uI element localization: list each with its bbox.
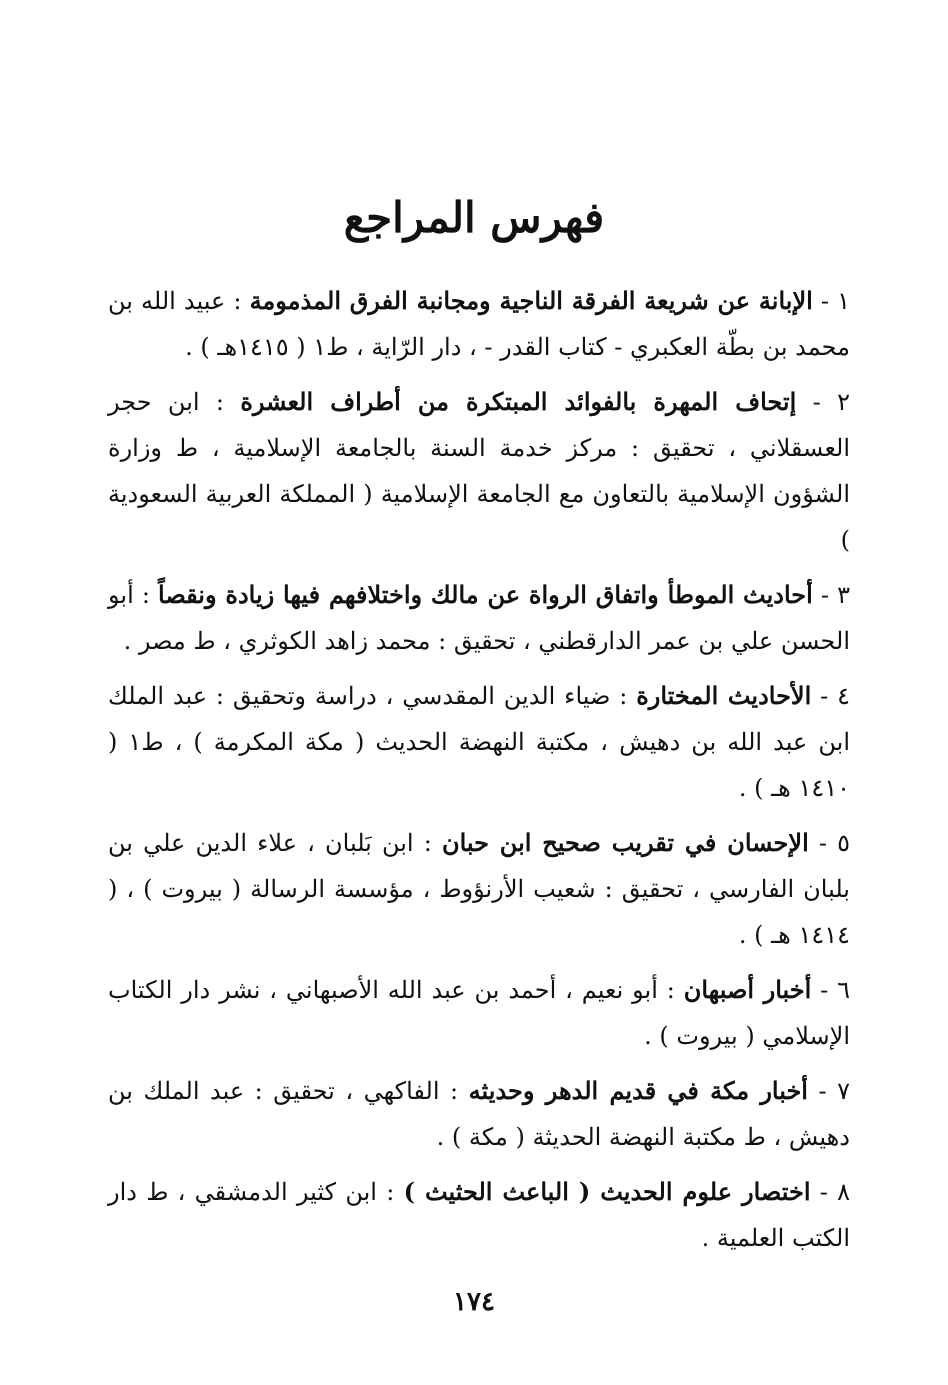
reference-entry: ٣ - أحاديث الموطأ واتفاق الرواة عن مالك واختلافهم فيها زيادة ونقصاً : أبو الحسن علي بن عمر الدارقطني ، تحقيق : محمد زاهد الكوثري ، ط مصر . [108, 580, 850, 655]
reference-number: ١ [837, 287, 850, 315]
reference-details: الفاكهي ، تحقيق : عبد الملك بن دهيش ، ط مكتبة النهضة الحديثة ( مكة ) . [108, 1077, 850, 1151]
reference-details: ابن حجر العسقلاني ، تحقيق : مركز خدمة السنة بالجامعة الإسلامية ، ط وزارة الشؤون الإسلامية بالتعاون مع الجامعة الإسلامية ( المملكة العربية السعودية ) [108, 388, 850, 554]
reference-title: الإحسان في تقريب صحيح ابن حبان [441, 828, 809, 857]
reference-number: ٨ [837, 1178, 851, 1206]
reference-number: ٧ [837, 1077, 851, 1105]
reference-number: ٦ [837, 976, 851, 1004]
reference-title: أحاديث الموطأ واتفاق الرواة عن مالك واختلافهم فيها زيادة ونقصاً [158, 580, 813, 609]
reference-number: ٣ [837, 581, 850, 609]
reference-title: أخبار مكة في قديم الدهر وحديثه [468, 1076, 808, 1105]
reference-details: عبيد الله بن محمد بن بطّة العكبري - كتاب القدر - ، دار الرّاية ، ط١ ( ١٤١٥هـ ) . [108, 287, 850, 361]
reference-entry: ٦ - أخبار أصبهان : أبو نعيم ، أحمد بن عبد الله الأصبهاني ، نشر دار الكتاب الإسلامي ( بيروت ) . [108, 975, 851, 1050]
reference-details: أبو نعيم ، أحمد بن عبد الله الأصبهاني ، نشر دار الكتاب الإسلامي ( بيروت ) . [108, 976, 850, 1050]
reference-details: ضياء الدين المقدسي ، دراسة وتحقيق : عبد الملك ابن عبد الله بن دهيش ، مكتبة النهضة الحديث ( مكة المكرمة ) ، ط١ ( ١٤١٠ هـ ) . [108, 682, 850, 802]
reference-number: ٤ [837, 682, 851, 710]
reference-title: الأحاديث المختارة [636, 681, 812, 710]
page-title: فهرس المراجع [343, 193, 605, 243]
reference-number: ٥ [837, 829, 851, 857]
reference-title: إتحاف المهرة بالفوائد المبتكرة من أطراف العشرة [240, 387, 797, 416]
reference-entry: ٤ - الأحاديث المختارة : ضياء الدين المقدسي ، دراسة وتحقيق : عبد الملك ابن عبد الله بن دهيش ، مكتبة النهضة الحديث ( مكة المكرمة ) ، ط١ ( ١٤١٠ هـ ) . [108, 681, 851, 802]
reference-entry: ٧ - أخبار مكة في قديم الدهر وحديثه : الفاكهي ، تحقيق : عبد الملك بن دهيش ، ط مكتبة النهضة الحديثة ( مكة ) . [108, 1076, 851, 1151]
page-number: ١٧٤ [453, 1287, 495, 1317]
reference-details: ابن كثير الدمشقي ، ط دار الكتب العلمية . [108, 1178, 850, 1252]
reference-details: ابن بَلبان ، علاء الدين علي بن بلبان الفارسي ، تحقيق : شعيب الأرنؤوط ، مؤسسة الرسالة ( بيروت ) ، ( ١٤١٤ هـ ) . [108, 829, 850, 949]
references-list [108, 278, 850, 1270]
reference-title: اختصار علوم الحديث ( الباعث الحثيث ) [403, 1177, 811, 1206]
reference-entry: ٥ - الإحسان في تقريب صحيح ابن حبان : ابن بَلبان ، علاء الدين علي بن بلبان الفارسي ، تحقيق : شعيب الأرنؤوط ، مؤسسة الرسالة ( بيروت ) ، ( ١٤١٤ هـ ) . [108, 828, 851, 949]
reference-entry: ٢ - إتحاف المهرة بالفوائد المبتكرة من أطراف العشرة : ابن حجر العسقلاني ، تحقيق : مركز خدمة السنة بالجامعة الإسلامية ، ط وزارة الشؤون الإسلامية بالتعاون مع الجامعة الإسلامية ( المملكة العربية السعودية ) [108, 387, 850, 554]
reference-entry: ١ - الإبانة عن شريعة الفرقة الناجية ومجانبة الفرق المذمومة : عبيد الله بن محمد بن بطّة العكبري - كتاب القدر - ، دار الرّاية ، ط١ ( ١٤١٥هـ ) . [108, 286, 850, 361]
reference-title: أخبار أصبهان [683, 975, 812, 1004]
reference-details: أبو الحسن علي بن عمر الدارقطني ، تحقيق : محمد زاهد الكوثري ، ط مصر . [108, 581, 850, 655]
reference-entry: ٨ - اختصار علوم الحديث ( الباعث الحثيث ) : ابن كثير الدمشقي ، ط دار الكتب العلمية . [108, 1177, 851, 1252]
reference-number: ٢ [837, 388, 850, 416]
reference-title: الإبانة عن شريعة الفرقة الناجية ومجانبة الفرق المذمومة [249, 286, 813, 315]
